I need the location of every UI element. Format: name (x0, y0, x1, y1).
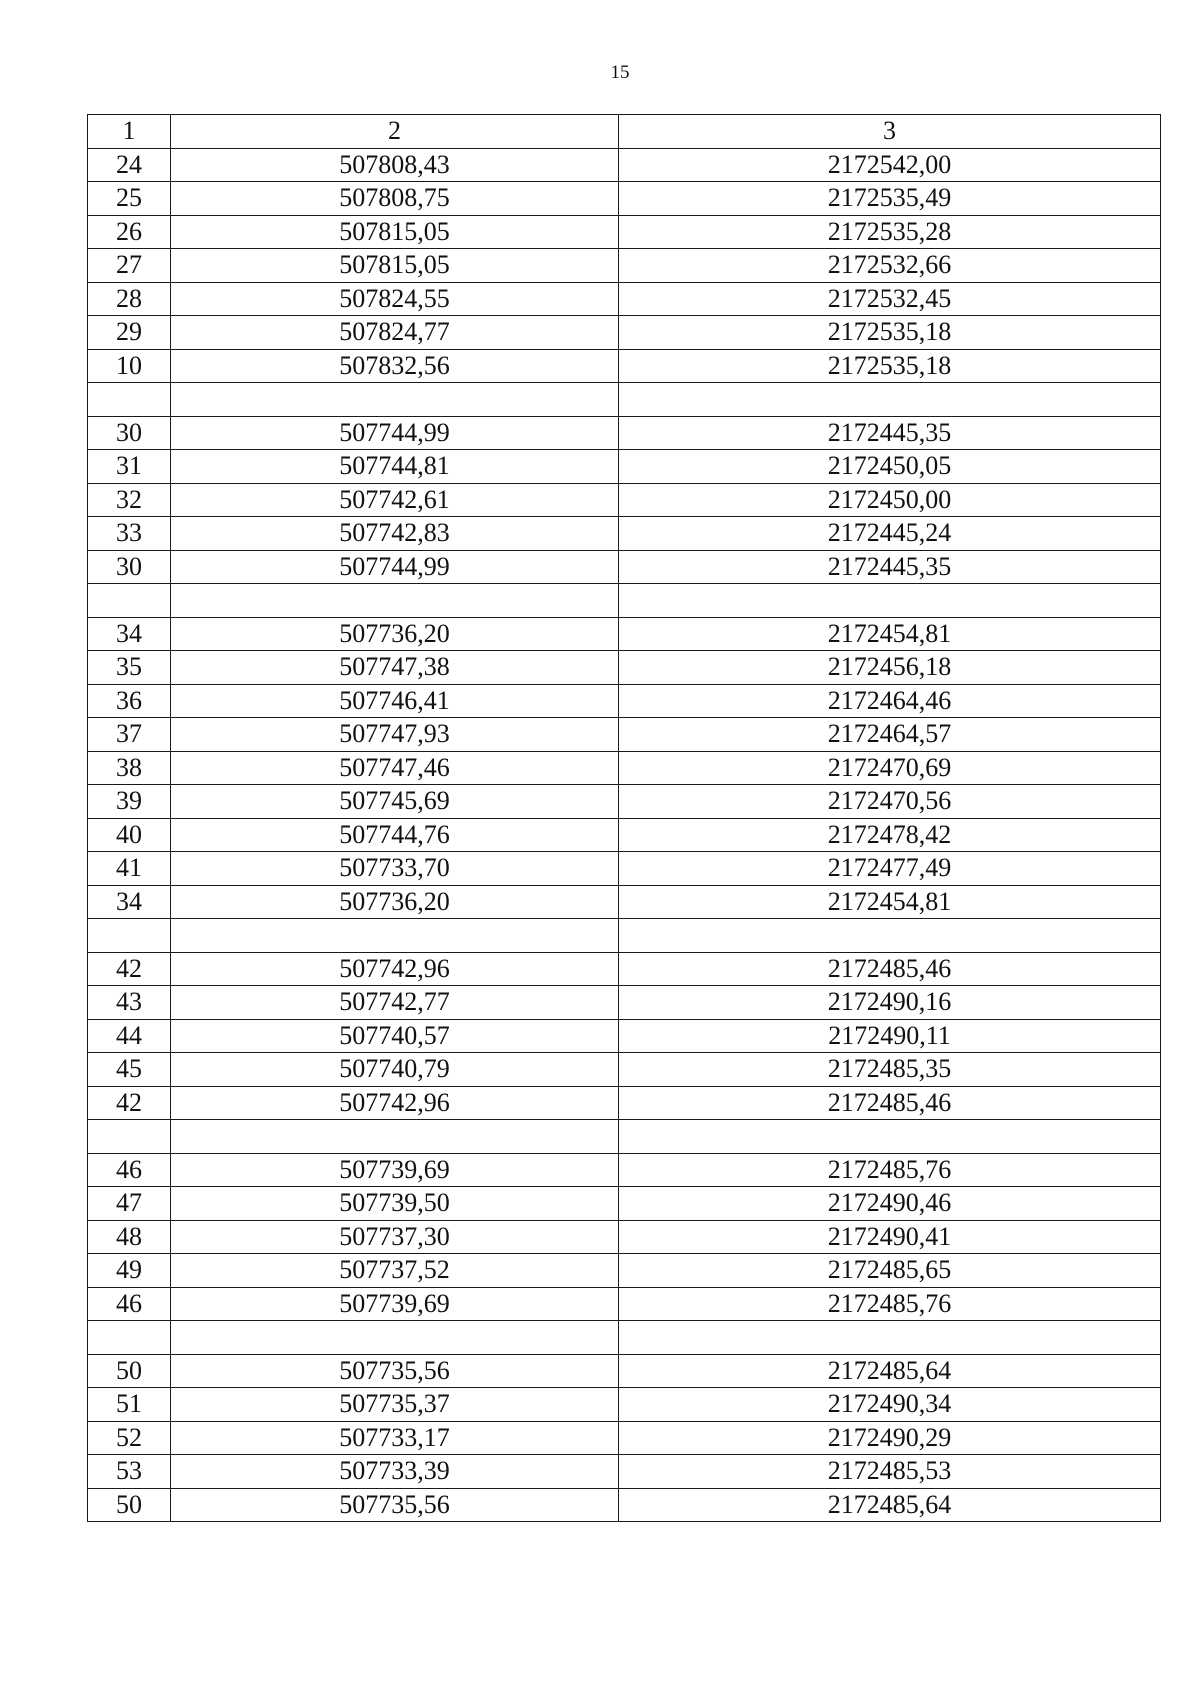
x-coordinate-cell: 507744,76 (171, 818, 619, 852)
x-coordinate-cell: 507742,96 (171, 952, 619, 986)
y-coordinate-cell: 2172490,29 (619, 1421, 1161, 1455)
table-row (88, 684, 1161, 718)
table-row (88, 1254, 1161, 1288)
point-number-cell: 34 (88, 617, 171, 651)
point-number-cell: 47 (88, 1187, 171, 1221)
point-number-cell: 50 (88, 1354, 171, 1388)
y-coordinate-cell: 2172485,46 (619, 952, 1161, 986)
point-number-cell: 52 (88, 1421, 171, 1455)
x-coordinate-cell: 507832,56 (171, 349, 619, 383)
table-row (88, 1388, 1161, 1422)
separator-row (88, 1120, 1161, 1154)
x-coordinate-cell (171, 1321, 619, 1355)
page-number: 15 (610, 62, 630, 83)
point-number-cell: 39 (88, 785, 171, 819)
x-coordinate-cell: 507733,70 (171, 852, 619, 886)
y-coordinate-cell (619, 1321, 1161, 1355)
y-coordinate-cell: 2172535,18 (619, 316, 1161, 350)
x-coordinate-cell: 507740,57 (171, 1019, 619, 1053)
x-coordinate-cell: 507745,69 (171, 785, 619, 819)
point-number-cell: 30 (88, 550, 171, 584)
header-cell-point-number: 1 (88, 115, 171, 149)
y-coordinate-cell: 2172454,81 (619, 885, 1161, 919)
point-number-cell: 30 (88, 416, 171, 450)
point-number-cell (88, 919, 171, 953)
y-coordinate-cell: 2172485,46 (619, 1086, 1161, 1120)
table-row (88, 1421, 1161, 1455)
x-coordinate-cell: 507742,61 (171, 483, 619, 517)
y-coordinate-cell: 2172542,00 (619, 148, 1161, 182)
table-row (88, 952, 1161, 986)
header-cell-x-coordinate: 2 (171, 115, 619, 149)
x-coordinate-cell: 507747,38 (171, 651, 619, 685)
point-number-cell: 45 (88, 1053, 171, 1087)
x-coordinate-cell: 507742,96 (171, 1086, 619, 1120)
x-coordinate-cell: 507747,46 (171, 751, 619, 785)
point-number-cell: 37 (88, 718, 171, 752)
y-coordinate-cell: 2172485,76 (619, 1287, 1161, 1321)
y-coordinate-cell: 2172490,11 (619, 1019, 1161, 1053)
x-coordinate-cell: 507740,79 (171, 1053, 619, 1087)
table-row (88, 1187, 1161, 1221)
point-number-cell: 24 (88, 148, 171, 182)
x-coordinate-cell: 507815,05 (171, 249, 619, 283)
point-number-cell: 53 (88, 1455, 171, 1489)
table-row (88, 986, 1161, 1020)
table-row (88, 1287, 1161, 1321)
x-coordinate-cell: 507747,93 (171, 718, 619, 752)
y-coordinate-cell: 2172532,66 (619, 249, 1161, 283)
y-coordinate-cell: 2172454,81 (619, 617, 1161, 651)
y-coordinate-cell: 2172485,64 (619, 1354, 1161, 1388)
y-coordinate-cell: 2172464,57 (619, 718, 1161, 752)
y-coordinate-cell (619, 383, 1161, 417)
table-row (88, 1354, 1161, 1388)
table-row (88, 718, 1161, 752)
point-number-cell: 43 (88, 986, 171, 1020)
point-number-cell: 48 (88, 1220, 171, 1254)
point-number-cell: 38 (88, 751, 171, 785)
x-coordinate-cell: 507737,52 (171, 1254, 619, 1288)
y-coordinate-cell: 2172485,76 (619, 1153, 1161, 1187)
point-number-cell: 50 (88, 1488, 171, 1522)
y-coordinate-cell: 2172535,28 (619, 215, 1161, 249)
table-row (88, 1220, 1161, 1254)
point-number-cell: 34 (88, 885, 171, 919)
y-coordinate-cell: 2172485,64 (619, 1488, 1161, 1522)
table-row (88, 785, 1161, 819)
y-coordinate-cell: 2172477,49 (619, 852, 1161, 886)
x-coordinate-cell: 507735,37 (171, 1388, 619, 1422)
separator-row (88, 1321, 1161, 1355)
point-number-cell: 41 (88, 852, 171, 886)
x-coordinate-cell: 507739,50 (171, 1187, 619, 1221)
point-number-cell: 49 (88, 1254, 171, 1288)
point-number-cell: 10 (88, 349, 171, 383)
separator-row (88, 584, 1161, 618)
x-coordinate-cell: 507739,69 (171, 1153, 619, 1187)
x-coordinate-cell: 507735,56 (171, 1354, 619, 1388)
x-coordinate-cell: 507808,75 (171, 182, 619, 216)
table-row (88, 818, 1161, 852)
y-coordinate-cell: 2172485,53 (619, 1455, 1161, 1489)
table-row (88, 617, 1161, 651)
y-coordinate-cell: 2172456,18 (619, 651, 1161, 685)
x-coordinate-cell: 507744,81 (171, 450, 619, 484)
y-coordinate-cell: 2172445,24 (619, 517, 1161, 551)
x-coordinate-cell: 507733,17 (171, 1421, 619, 1455)
table-row (88, 1488, 1161, 1522)
x-coordinate-cell: 507744,99 (171, 550, 619, 584)
y-coordinate-cell: 2172485,65 (619, 1254, 1161, 1288)
x-coordinate-cell: 507737,30 (171, 1220, 619, 1254)
x-coordinate-cell: 507815,05 (171, 215, 619, 249)
separator-row (88, 383, 1161, 417)
table-row (88, 1086, 1161, 1120)
y-coordinate-cell: 2172535,18 (619, 349, 1161, 383)
table-row (88, 885, 1161, 919)
point-number-cell: 42 (88, 952, 171, 986)
point-number-cell: 40 (88, 818, 171, 852)
x-coordinate-cell: 507808,43 (171, 148, 619, 182)
y-coordinate-cell: 2172490,41 (619, 1220, 1161, 1254)
x-coordinate-cell: 507739,69 (171, 1287, 619, 1321)
x-coordinate-cell: 507736,20 (171, 617, 619, 651)
point-number-cell: 25 (88, 182, 171, 216)
y-coordinate-cell: 2172535,49 (619, 182, 1161, 216)
y-coordinate-cell: 2172464,46 (619, 684, 1161, 718)
header-cell-y-coordinate: 3 (619, 115, 1161, 149)
point-number-cell: 35 (88, 651, 171, 685)
table-row (88, 651, 1161, 685)
table-row (88, 550, 1161, 584)
point-number-cell: 42 (88, 1086, 171, 1120)
y-coordinate-cell: 2172490,46 (619, 1187, 1161, 1221)
table-row (88, 483, 1161, 517)
x-coordinate-cell: 507824,55 (171, 282, 619, 316)
coordinates-table-body (88, 115, 1161, 1522)
point-number-cell: 27 (88, 249, 171, 283)
y-coordinate-cell: 2172470,56 (619, 785, 1161, 819)
x-coordinate-cell (171, 383, 619, 417)
point-number-cell (88, 584, 171, 618)
point-number-cell: 46 (88, 1153, 171, 1187)
y-coordinate-cell: 2172445,35 (619, 550, 1161, 584)
x-coordinate-cell (171, 584, 619, 618)
table-row (88, 282, 1161, 316)
table-header-row (88, 115, 1161, 149)
table-row (88, 1019, 1161, 1053)
separator-row (88, 919, 1161, 953)
x-coordinate-cell: 507742,83 (171, 517, 619, 551)
x-coordinate-cell: 507735,56 (171, 1488, 619, 1522)
x-coordinate-cell: 507733,39 (171, 1455, 619, 1489)
point-number-cell: 26 (88, 215, 171, 249)
table-row (88, 1053, 1161, 1087)
point-number-cell (88, 383, 171, 417)
x-coordinate-cell (171, 1120, 619, 1154)
x-coordinate-cell: 507824,77 (171, 316, 619, 350)
point-number-cell: 28 (88, 282, 171, 316)
y-coordinate-cell: 2172445,35 (619, 416, 1161, 450)
x-coordinate-cell: 507742,77 (171, 986, 619, 1020)
y-coordinate-cell: 2172450,05 (619, 450, 1161, 484)
y-coordinate-cell (619, 919, 1161, 953)
y-coordinate-cell: 2172485,35 (619, 1053, 1161, 1087)
point-number-cell (88, 1321, 171, 1355)
point-number-cell: 36 (88, 684, 171, 718)
y-coordinate-cell: 2172470,69 (619, 751, 1161, 785)
table-row (88, 182, 1161, 216)
coordinates-table (87, 114, 1161, 1522)
point-number-cell: 44 (88, 1019, 171, 1053)
x-coordinate-cell: 507744,99 (171, 416, 619, 450)
y-coordinate-cell (619, 1120, 1161, 1154)
table-row (88, 416, 1161, 450)
table-row (88, 517, 1161, 551)
point-number-cell (88, 1120, 171, 1154)
table-row (88, 450, 1161, 484)
y-coordinate-cell: 2172490,34 (619, 1388, 1161, 1422)
y-coordinate-cell: 2172532,45 (619, 282, 1161, 316)
x-coordinate-cell: 507746,41 (171, 684, 619, 718)
point-number-cell: 32 (88, 483, 171, 517)
y-coordinate-cell: 2172478,42 (619, 818, 1161, 852)
point-number-cell: 31 (88, 450, 171, 484)
table-row (88, 751, 1161, 785)
point-number-cell: 29 (88, 316, 171, 350)
table-row (88, 1455, 1161, 1489)
table-row (88, 349, 1161, 383)
y-coordinate-cell: 2172490,16 (619, 986, 1161, 1020)
x-coordinate-cell: 507736,20 (171, 885, 619, 919)
x-coordinate-cell (171, 919, 619, 953)
y-coordinate-cell (619, 584, 1161, 618)
table-row (88, 148, 1161, 182)
y-coordinate-cell: 2172450,00 (619, 483, 1161, 517)
point-number-cell: 33 (88, 517, 171, 551)
point-number-cell: 51 (88, 1388, 171, 1422)
table-row (88, 316, 1161, 350)
table-row (88, 249, 1161, 283)
point-number-cell: 46 (88, 1287, 171, 1321)
table-row (88, 1153, 1161, 1187)
table-row (88, 215, 1161, 249)
table-row (88, 852, 1161, 886)
